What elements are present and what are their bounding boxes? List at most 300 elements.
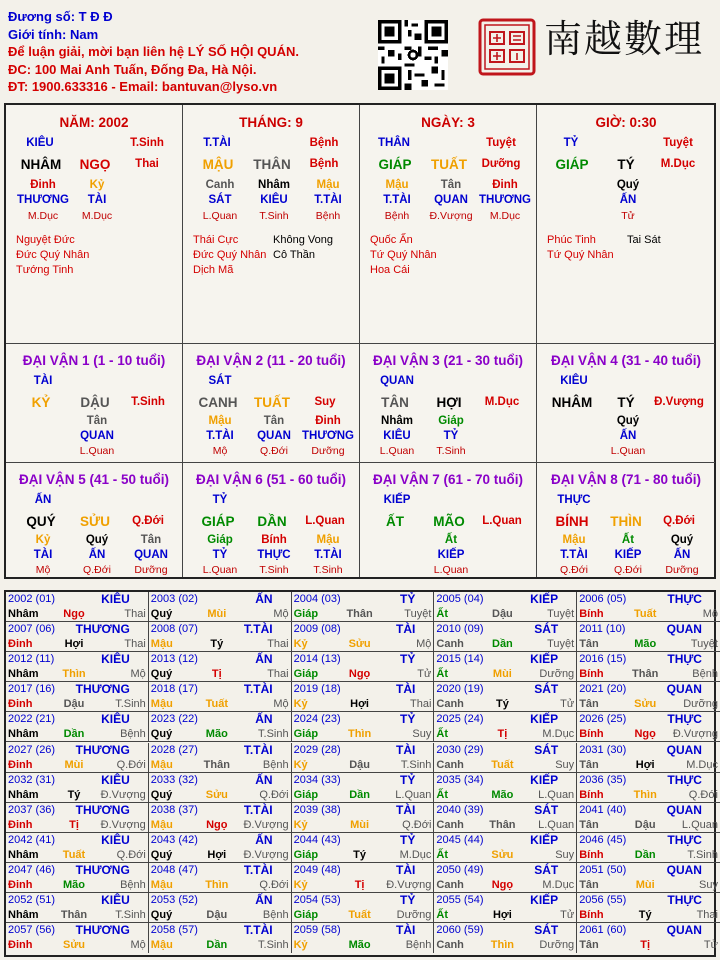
year-branch: Thìn <box>490 939 514 952</box>
year-stem: Giáp <box>293 608 319 620</box>
decade-title: ĐẠI VẬN 5 (41 - 50 tuổi) <box>18 472 170 487</box>
decade-branch: THÌN <box>610 514 642 529</box>
year-life-stage: L.Quan <box>538 788 575 801</box>
year-ten-god: QUAN <box>666 682 702 697</box>
pillar-main-star: T.TÀI <box>203 137 231 149</box>
year-branch: Sửu <box>634 698 657 711</box>
decade-luck-cell <box>183 344 360 463</box>
year-ten-god: KIẾP <box>530 712 559 727</box>
hidden-ten-god: THƯƠNG <box>479 194 531 206</box>
year-branch: Sửu <box>491 848 514 861</box>
decade-hidden-god: TỶ <box>212 549 228 561</box>
year-branch: Hợi <box>350 698 369 711</box>
year-stem: Mậu <box>150 698 173 711</box>
decade-ten-god: KIÊU <box>560 375 588 387</box>
year-life-stage: T.Sinh <box>115 698 146 711</box>
decade-hidden-god: TỶ <box>443 430 459 442</box>
year-life-stage: Đ.Vượng <box>100 818 146 831</box>
decade-branch: HỢI <box>436 395 462 410</box>
year-cell <box>577 803 720 833</box>
year-ten-god: TỶ <box>400 652 416 667</box>
year-label: 2033 (32) <box>150 773 198 786</box>
pillar-earthly-branch: TUẤT <box>431 157 467 172</box>
year-life-stage: Thai <box>267 638 289 651</box>
year-stem: Tân <box>579 698 599 711</box>
decade-luck-cell <box>183 463 360 577</box>
decade-hidden-stem: Quý <box>670 534 694 546</box>
year-branch: Dậu <box>492 608 513 620</box>
year-stem: Ất <box>436 608 448 620</box>
year-stem: Kỷ <box>293 698 308 711</box>
year-label: 2050 (49) <box>436 863 484 876</box>
year-label: 2009 (08) <box>293 623 341 636</box>
brand-calligraphy: 南越數理 <box>544 17 705 61</box>
pillar-star-2: Tứ Quý Nhân <box>370 249 437 261</box>
decade-branch: DẦN <box>257 514 287 529</box>
decade-stem: CANH <box>198 395 238 410</box>
pillar-star-4: Hoa Cái <box>370 264 410 276</box>
year-branch: Mùi <box>492 668 512 681</box>
year-life-stage: Q.Đới <box>402 818 432 831</box>
year-life-stage: T.Sinh <box>400 758 432 771</box>
decade-hidden-stage: T.Sinh <box>259 564 289 576</box>
year-label: 2007 (06) <box>8 623 56 636</box>
year-branch: Thân <box>203 758 230 771</box>
year-cell <box>149 773 292 803</box>
pillar-branch-stage: Bệnh <box>309 158 339 170</box>
hidden-life-stage: Bệnh <box>384 210 410 222</box>
hidden-stem: Đinh <box>30 179 56 191</box>
decade-hidden-stage: Dưỡng <box>134 564 168 576</box>
year-ten-god: SÁT <box>534 622 559 637</box>
hidden-ten-god: T.TÀI <box>383 194 411 206</box>
year-stem: Tân <box>579 818 599 831</box>
year-life-stage: Mộ <box>702 608 718 620</box>
year-cell <box>577 592 720 622</box>
year-cell <box>149 833 292 863</box>
year-cell <box>434 592 577 622</box>
four-pillars-chart <box>4 103 716 579</box>
year-cell <box>292 652 435 682</box>
year-label: 2014 (13) <box>293 653 341 666</box>
year-label: 2036 (35) <box>579 773 627 786</box>
year-branch: Tý <box>210 638 224 651</box>
year-branch: Sửu <box>62 939 86 952</box>
year-stem: Ất <box>436 668 448 681</box>
decade-hidden-god: THƯƠNG <box>302 430 354 442</box>
year-ten-god: THỰC <box>667 592 702 606</box>
hidden-ten-god: SÁT <box>208 194 232 206</box>
year-stem: Mậu <box>150 818 173 831</box>
year-life-stage: Đ.Vượng <box>243 818 289 831</box>
year-ten-god: TỶ <box>400 772 416 787</box>
year-ten-god: THƯƠNG <box>75 862 130 877</box>
year-label: 2051 (50) <box>579 863 627 876</box>
year-ten-god: SÁT <box>534 682 559 697</box>
year-stem: Đinh <box>8 878 33 891</box>
decade-hidden-god: KIẾP <box>614 549 642 561</box>
year-life-stage: Mộ <box>273 698 289 711</box>
year-label: 2059 (58) <box>293 924 341 937</box>
decade-title: ĐẠI VẬN 4 (31 - 40 tuổi) <box>550 353 702 368</box>
year-life-stage: Tuyệt <box>547 638 575 651</box>
year-cell <box>149 682 292 712</box>
decade-hidden-stage: Q.Đới <box>83 564 111 576</box>
year-ten-god: KIÊU <box>101 652 130 667</box>
year-branch: Tị <box>497 728 508 741</box>
year-label: 2044 (43) <box>293 833 341 846</box>
year-ten-god: KIẾP <box>530 832 559 847</box>
year-life-stage: L.Quan <box>395 788 432 801</box>
hidden-life-stage: Bệnh <box>315 210 341 222</box>
year-life-stage: Dưỡng <box>539 939 575 952</box>
pillar-cell <box>6 105 183 344</box>
year-life-stage: Suy <box>699 878 718 891</box>
hidden-stem: Kỷ <box>89 179 105 191</box>
year-branch: Tý <box>638 909 652 921</box>
duong-so-value: T Đ Đ <box>78 9 113 24</box>
year-life-stage: Suy <box>555 848 575 861</box>
year-branch: Tuất <box>62 848 86 861</box>
year-label: 2041 (40) <box>579 803 627 816</box>
year-branch: Tý <box>495 698 509 711</box>
contact-phone-email: ĐT: 1900.633316 - Email: bantuvan@lyso.vn <box>8 79 278 95</box>
year-stem: Nhâm <box>8 608 39 620</box>
pillar-earthly-branch: NGỌ <box>79 157 111 172</box>
decade-ten-god: SÁT <box>208 375 232 387</box>
year-label: 2024 (23) <box>293 713 341 726</box>
year-stem: Nhâm <box>8 788 39 801</box>
decade-hidden-stage: Q.Đới <box>260 445 288 457</box>
year-label: 2008 (07) <box>150 623 198 636</box>
year-stem: Đinh <box>8 818 33 831</box>
pillar-heavenly-stem: MẬU <box>202 157 234 172</box>
year-stem: Bính <box>579 728 604 741</box>
year-life-stage: Q.Đới <box>259 788 289 801</box>
year-ten-god: THƯƠNG <box>75 622 130 637</box>
year-label: 2002 (01) <box>8 593 56 605</box>
year-branch: Sửu <box>205 788 228 801</box>
pillar-star-2: Tứ Quý Nhân <box>547 249 614 261</box>
hidden-life-stage: Tử <box>621 210 635 222</box>
year-stem: Canh <box>436 698 464 711</box>
year-cell <box>434 803 577 833</box>
pillar-title: THÁNG: 9 <box>239 115 303 130</box>
year-stem: Nhâm <box>8 909 39 921</box>
year-life-stage: Mộ <box>130 939 146 952</box>
pillar-branch-stage: Thai <box>135 158 159 170</box>
year-branch: Dậu <box>634 818 656 831</box>
contact-address: ĐC: 100 Mai Anh Tuấn, Đống Đa, Hà Nội. <box>8 61 257 77</box>
gioi-tinh-value: Nam <box>69 26 99 42</box>
year-cell <box>577 833 720 863</box>
decade-hidden-stage: T.Sinh <box>436 445 466 457</box>
year-label: 2020 (19) <box>436 683 484 696</box>
decade-hidden-stem: Mậu <box>208 415 232 427</box>
year-stem: Quý <box>150 848 173 861</box>
year-label: 2038 (37) <box>150 803 198 816</box>
pillar-star-0: Phúc Tinh <box>547 234 596 246</box>
decade-stage: L.Quan <box>482 515 522 527</box>
year-label: 2053 (52) <box>150 894 198 906</box>
year-life-stage: Đ.Vượng <box>100 788 146 801</box>
year-life-stage: M.Dục <box>686 758 718 771</box>
pillar-star-1: Tai Sát <box>627 234 661 246</box>
year-label: 2028 (27) <box>150 743 198 756</box>
decade-hidden-stem: Giáp <box>207 534 233 546</box>
year-branch: Thìn <box>62 668 86 681</box>
decade-hidden-stem: Ất <box>621 534 635 546</box>
pillar-star-2: Đức Quý Nhân <box>193 249 267 261</box>
pillar-life-stage: Bệnh <box>309 137 339 149</box>
pillar-branch-stage: M.Dục <box>660 158 696 170</box>
decade-branch: MÃO <box>433 514 465 529</box>
year-life-stage: Bệnh <box>262 758 289 771</box>
year-ten-god: KIẾP <box>530 652 559 667</box>
year-life-stage: M.Dục <box>542 878 575 891</box>
year-branch: Tị <box>211 668 222 681</box>
pillar-heavenly-stem: GIÁP <box>555 157 589 172</box>
year-label: 2034 (33) <box>293 773 341 786</box>
year-branch: Tuất <box>348 909 371 921</box>
year-branch: Tị <box>69 818 79 831</box>
decade-branch: SỬU <box>80 514 110 529</box>
year-stem: Giáp <box>293 728 319 741</box>
year-branch: Mão <box>348 939 371 952</box>
pillar-life-stage: Tuyệt <box>486 137 516 149</box>
year-branch: Thân <box>346 608 373 620</box>
year-stem: Kỷ <box>293 638 308 651</box>
year-ten-god: KIẾP <box>530 893 559 907</box>
year-ten-god: THỰC <box>667 832 702 847</box>
year-cell <box>149 863 292 893</box>
pillar-life-stage: Tuyệt <box>663 137 693 149</box>
year-label: 2011 (10) <box>579 623 626 636</box>
decade-hidden-god: QUAN <box>80 430 114 442</box>
year-label: 2019 (18) <box>293 683 341 696</box>
year-cell <box>434 682 577 712</box>
year-ten-god: SÁT <box>534 742 559 757</box>
hidden-ten-god: ẤN <box>619 194 637 206</box>
year-label: 2054 (53) <box>293 894 341 906</box>
year-label: 2037 (36) <box>8 803 56 816</box>
year-label: 2057 (56) <box>8 924 56 937</box>
year-stem: Bính <box>579 668 604 681</box>
year-cell <box>6 803 149 833</box>
pillar-main-star: KIÊU <box>26 137 54 149</box>
year-ten-god: KIÊU <box>101 592 130 606</box>
gioi-tinh-label: Giới tính: <box>8 26 67 42</box>
year-label: 2047 (46) <box>8 863 56 876</box>
decade-ten-god: ẤN <box>34 494 52 506</box>
year-ten-god: KIÊU <box>101 772 130 787</box>
year-cell <box>434 893 577 923</box>
year-ten-god: ẤN <box>255 893 273 907</box>
pillar-star-2: Đức Quý Nhân <box>16 249 90 261</box>
decade-hidden-god: KIÊU <box>383 430 411 442</box>
year-stem: Giáp <box>293 909 319 921</box>
year-ten-god: T.TÀI <box>243 742 273 757</box>
year-cell <box>434 622 577 652</box>
qr-code-icon[interactable] <box>378 20 448 90</box>
year-label: 2055 (54) <box>436 894 484 906</box>
year-branch: Mão <box>205 728 228 741</box>
year-life-stage: Tử <box>560 909 575 921</box>
year-cell <box>292 622 435 652</box>
year-label: 2010 (09) <box>436 623 484 636</box>
year-ten-god: T.TÀI <box>243 923 273 938</box>
decade-luck-cell <box>6 344 183 463</box>
pillar-branch-stage: Dưỡng <box>481 158 521 170</box>
year-branch: Dậu <box>206 909 228 921</box>
pillar-star-0: Quốc Ấn <box>370 234 413 246</box>
year-cell <box>6 682 149 712</box>
year-ten-god: QUAN <box>666 802 702 817</box>
decade-stage: Suy <box>314 396 336 408</box>
pillar-life-stage: T.Sinh <box>130 137 164 149</box>
year-life-stage: Bệnh <box>405 939 432 952</box>
year-ten-god: TỶ <box>400 832 416 847</box>
year-ten-god: SÁT <box>534 862 559 877</box>
year-label: 2006 (05) <box>579 593 627 605</box>
pillar-star-4: Tướng Tinh <box>16 264 74 276</box>
year-stem: Bính <box>579 788 604 801</box>
decade-hidden-stage: L.Quan <box>79 445 115 457</box>
year-cell <box>434 712 577 742</box>
hidden-stem: Mậu <box>316 179 340 191</box>
pillar-star-0: Nguyệt Đức <box>16 234 75 246</box>
decade-hidden-stage: Dưỡng <box>311 445 345 457</box>
year-stem: Quý <box>150 728 173 741</box>
year-ten-god: THƯƠNG <box>75 802 130 817</box>
decade-hidden-stage: T.Sinh <box>313 564 343 576</box>
year-stem: Canh <box>436 939 464 952</box>
year-stem: Đinh <box>8 698 33 711</box>
year-stem: Ất <box>436 909 448 921</box>
decade-branch: TUẤT <box>254 395 290 410</box>
hidden-ten-god: THƯƠNG <box>17 194 69 206</box>
year-stem: Ất <box>436 788 448 801</box>
year-cell <box>6 773 149 803</box>
year-stem: Kỷ <box>293 878 308 891</box>
year-life-stage: T.Sinh <box>258 728 289 741</box>
decade-branch: DẬU <box>80 395 110 410</box>
year-branch: Hợi <box>492 909 512 921</box>
decade-ten-god: KIẾP <box>383 494 411 506</box>
year-stem: Tân <box>579 878 599 891</box>
year-label: 2048 (47) <box>150 863 198 876</box>
year-ten-god: QUAN <box>666 742 702 757</box>
year-stem: Mậu <box>150 878 173 891</box>
year-life-stage: Dưỡng <box>396 909 432 921</box>
year-stem: Kỷ <box>293 758 308 771</box>
year-ten-god: KIÊU <box>101 712 130 727</box>
year-branch: Tị <box>640 939 651 952</box>
year-cell <box>577 652 720 682</box>
year-cell <box>292 712 435 742</box>
year-branch: Ngọ <box>348 668 371 681</box>
annual-luck-table <box>4 590 716 957</box>
year-life-stage: Q.Đới <box>259 878 289 891</box>
year-ten-god: TÀI <box>396 862 416 877</box>
decade-title: ĐẠI VẬN 1 (1 - 10 tuổi) <box>22 353 166 368</box>
decade-hidden-god: ẤN <box>673 549 691 561</box>
hidden-ten-god: T.TÀI <box>314 194 342 206</box>
decade-title: ĐẠI VẬN 3 (21 - 30 tuổi) <box>372 353 524 368</box>
duong-so-label: Đương số: <box>8 9 76 24</box>
decade-stem: GIÁP <box>201 514 235 529</box>
year-label: 2061 (60) <box>579 924 627 937</box>
decade-ten-god: TÀI <box>33 375 53 387</box>
year-stem: Giáp <box>293 848 319 861</box>
pillar-title: GIỜ: 0:30 <box>595 115 657 130</box>
decade-hidden-god: ẤN <box>619 430 637 442</box>
year-life-stage: Thai <box>267 668 289 681</box>
year-cell <box>292 592 435 622</box>
year-stem: Đinh <box>8 638 33 651</box>
decade-hidden-stem: Mậu <box>562 534 586 546</box>
year-cell <box>149 712 292 742</box>
year-branch: Thìn <box>347 728 372 741</box>
year-life-stage: Tuyệt <box>547 608 575 620</box>
year-ten-god: KIẾP <box>530 592 559 606</box>
year-life-stage: Bệnh <box>692 668 718 681</box>
year-life-stage: M.Dục <box>399 848 432 861</box>
decade-hidden-god: KIẾP <box>437 549 465 561</box>
pillar-earthly-branch: THÂN <box>253 157 291 172</box>
year-cell <box>434 773 577 803</box>
year-branch: Mão <box>63 878 85 891</box>
decade-ten-god: THỰC <box>557 494 591 506</box>
year-cell <box>149 652 292 682</box>
year-life-stage: Q.Đới <box>116 848 146 861</box>
decade-luck-cell <box>360 344 537 463</box>
year-ten-god: THỰC <box>667 712 702 727</box>
year-stem: Quý <box>150 788 173 801</box>
year-life-stage: Dưỡng <box>683 698 718 711</box>
year-cell <box>577 893 720 923</box>
year-cell <box>149 923 292 953</box>
year-branch: Ngọ <box>634 728 656 741</box>
decade-hidden-god: T.TÀI <box>206 430 234 442</box>
hidden-life-stage: M.Dục <box>81 210 113 222</box>
year-cell <box>149 743 292 773</box>
year-ten-god: T.TÀI <box>243 802 273 817</box>
year-cell <box>434 652 577 682</box>
hidden-life-stage: Đ.Vượng <box>429 210 473 222</box>
year-branch: Tuất <box>205 698 228 711</box>
year-stem: Ất <box>436 728 448 741</box>
year-ten-god: THƯƠNG <box>75 742 130 757</box>
year-stem: Quý <box>150 608 173 620</box>
year-label: 2025 (24) <box>436 713 484 726</box>
decade-stage: Q.Đới <box>132 515 164 527</box>
hidden-stem: Đinh <box>492 179 518 191</box>
year-label: 2040 (39) <box>436 803 484 816</box>
hidden-ten-god: KIÊU <box>260 194 288 206</box>
year-branch: Dậu <box>349 758 370 771</box>
decade-luck-cell <box>6 463 183 577</box>
year-ten-god: KIẾP <box>530 772 559 787</box>
year-branch: Thân <box>60 909 88 921</box>
year-branch: Ngọ <box>63 608 85 620</box>
year-branch: Tị <box>354 878 365 891</box>
decade-hidden-stem: Ất <box>444 534 458 546</box>
year-life-stage: Đ.Vượng <box>672 728 718 741</box>
year-stem: Tân <box>579 939 599 952</box>
hidden-life-stage: L.Quan <box>202 210 238 222</box>
hidden-life-stage: M.Dục <box>27 210 59 222</box>
